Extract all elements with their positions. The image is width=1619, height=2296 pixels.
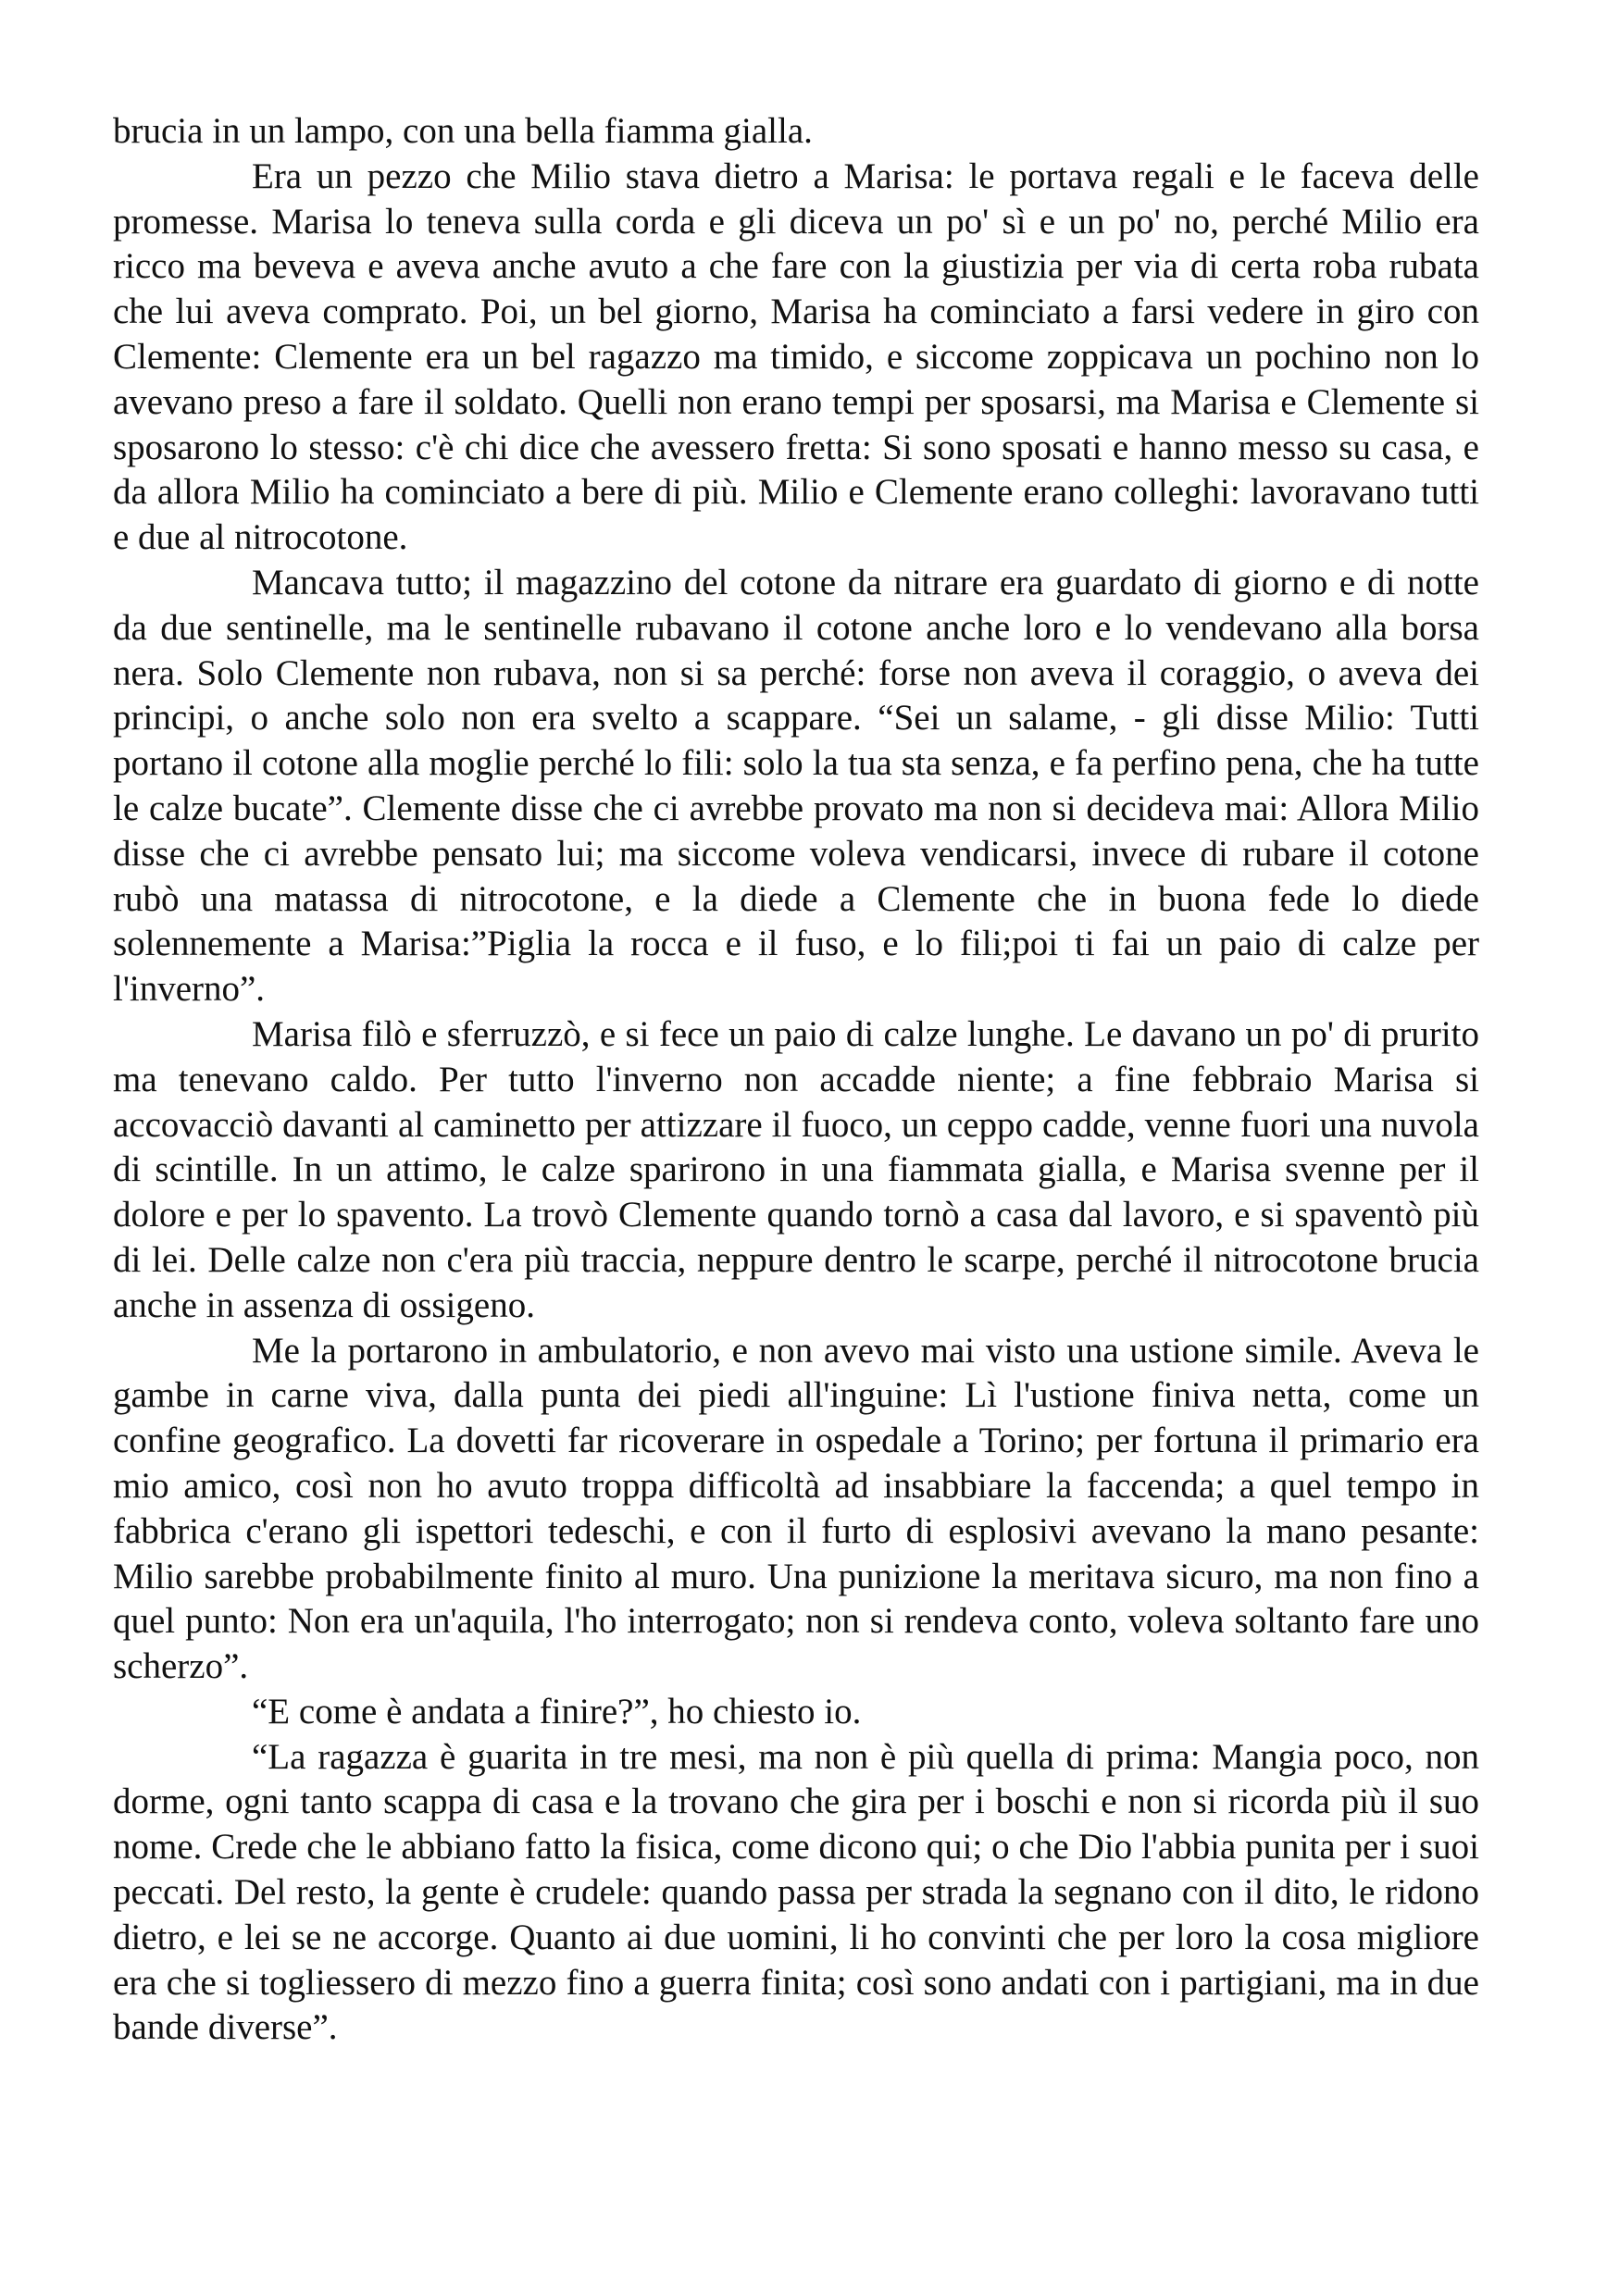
paragraph-2: Era un pezzo che Milio stava dietro a Marisa: le portava regali e le faceva delle promesse. Marisa lo teneva sulla corda e gli diceva un po' sì e un po' no, perché Milio era ricco ma beveva e aveva anche avuto a che fare con la giustizia per via di certa roba rubata che lui aveva comprato. Poi, un bel giorno, Marisa ha cominciato a farsi vedere in giro con Clemente: Clemente era un bel ragazzo ma timido, e siccome zoppicava un pochino non lo avevano preso a fare il soldato. Quelli non erano tempi per sposarsi, ma Marisa e Clemente si sposarono lo stesso: c'è chi dice che avessero fretta: Si sono sposati e hanno messo su casa, e da allora Milio ha cominciato a bere di più. Milio e Clemente erano colleghi: lavoravano tutti e due al nitrocotone. bbox=[113, 155, 1479, 558]
paragraph-5: Me la portarono in ambulatorio, e non avevo mai visto una ustione simile. Aveva le gambe in carne viva, dalla punta dei piedi all'inguine: Lì l'ustione finiva netta, come un confine geografico. La dovetti far ricoverare in ospedale a Torino; per fortuna il primario era mio amico, così non ho avuto troppa difficoltà ad insabbiare la faccenda; a quel tempo in fabbrica c'erano gli ispettori tedeschi, e con il furto di esplosivi avevano la mano pesante: Milio sarebbe probabilmente finito al muro. Una punizione la meritava sicuro, ma non fino a quel punto: Non era un'aquila, l'ho interrogato; non si rendeva conto, voleva soltanto fare uno scherzo”. bbox=[113, 1330, 1479, 1687]
paragraph-6: “E come è andata a finire?”, ho chiesto io. bbox=[252, 1691, 862, 1731]
paragraph-4: Marisa filò e sferruzzò, e si fece un paio di calze lunghe. Le davano un po' di prurito ma tenevano caldo. Per tutto l'inverno non accadde niente; a fine febbraio Marisa si accovacciò davanti al caminetto per attizzare il fuoco, un ceppo cadde, venne fuori una nuvola di scintille. In un attimo, le calze sparirono in una fiammata gialla, e Marisa svenne per il dolore e per lo spavento. La trovò Clemente quando tornò a casa dal lavoro, e si spaventò più di lei. Delle calze non c'era più traccia, neppure dentro le scarpe, perché il nitrocotone brucia anche in assenza di ossigeno. bbox=[113, 1013, 1479, 1325]
paragraph-3: Mancava tutto; il magazzino del cotone da nitrare era guardato di giorno e di notte da due sentinelle, ma le sentinelle rubavano il cotone anche loro e lo vendevano alla borsa nera. Solo Clemente non rubava, non si sa perché: forse non aveva il coraggio, o aveva dei principi, o anche solo non era svelto a scappare. “Sei un salame, - gli disse Milio: Tutti portano il cotone alla moglie perché lo fili: solo la tua sta senza, e fa perfino pena, che ha tutte le calze bucate”. Clemente disse che ci avrebbe provato ma non si decideva mai: Allora Milio disse che ci avrebbe pensato lui; ma siccome voleva vendicarsi, invece di rubare il cotone rubò una matassa di nitrocotone, e la diede a Clemente che in buona fede lo diede solennemente a Marisa:”Piglia la rocca e il fuso, e lo fili;poi ti fai un paio di calze per l'inverno”. bbox=[113, 562, 1479, 1010]
paragraph-7: “La ragazza è guarita in tre mesi, ma non è più quella di prima: Mangia poco, non dorme, ogni tanto scappa di casa e la trovano che gira per i boschi e non si ricorda più il suo nome. Crede che le abbiano fatto la fisica, come dicono qui; o che Dio l'abbia punita per i suoi peccati. Del resto, la gente è crudele: quando passa per strada la segnano con il dito, le ridono dietro, e lei se ne accorge. Quanto ai due uomini, li ho convinti che per loro la cosa migliore era che si togliessero di mezzo fino a guerra finita; così sono andati con i partigiani, ma in due bande diverse”. bbox=[113, 1736, 1479, 2048]
paragraph-1: brucia in un lampo, con una bella fiamma gialla. bbox=[113, 111, 813, 151]
document-page bbox=[113, 109, 1479, 2051]
